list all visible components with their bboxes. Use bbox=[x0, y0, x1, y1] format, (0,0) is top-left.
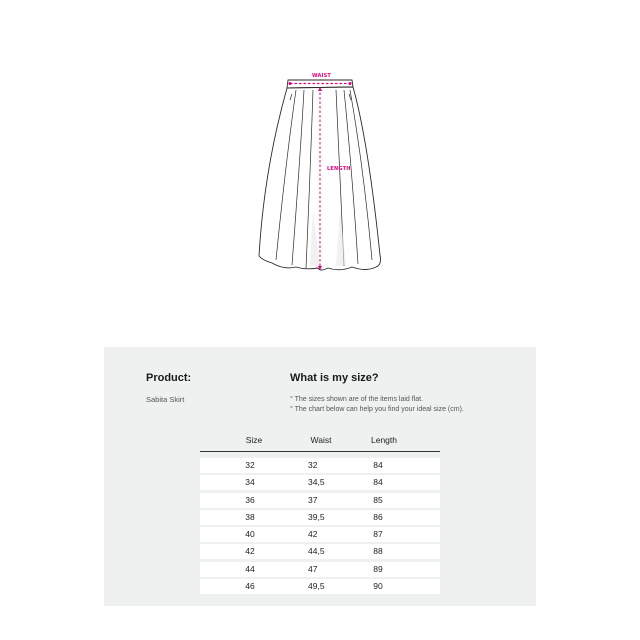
cell-length: 90 bbox=[373, 581, 383, 592]
table-row bbox=[200, 527, 440, 542]
cell-waist: 34,5 bbox=[308, 477, 325, 488]
size-guide-panel bbox=[104, 347, 536, 606]
waist-label: WAIST bbox=[312, 73, 332, 79]
note-laid-flat: ° The sizes shown are of the items laid flat. bbox=[290, 396, 424, 403]
cell-length: 89 bbox=[373, 563, 383, 574]
table-row bbox=[200, 475, 440, 490]
cell-waist: 47 bbox=[308, 563, 318, 574]
cell-size: 38 bbox=[245, 511, 255, 522]
cell-waist: 39,5 bbox=[308, 511, 325, 522]
cell-waist: 37 bbox=[308, 494, 318, 505]
table-header bbox=[200, 434, 440, 452]
cell-size: 40 bbox=[245, 529, 255, 540]
note-ideal-size: ° The chart below can help you find your ideal size (cm). bbox=[290, 406, 464, 413]
size-notes bbox=[290, 395, 464, 415]
header-length: Length bbox=[371, 435, 397, 445]
cell-waist: 49,5 bbox=[308, 581, 325, 592]
cell-size: 44 bbox=[245, 563, 255, 574]
cell-size: 46 bbox=[245, 581, 255, 592]
table-row bbox=[200, 579, 440, 594]
table-row bbox=[200, 544, 440, 559]
skirt-illustration bbox=[240, 60, 410, 280]
product-heading: Product: bbox=[146, 372, 192, 384]
cell-length: 84 bbox=[373, 477, 383, 488]
table-row bbox=[200, 493, 440, 508]
header-size: Size bbox=[245, 435, 263, 445]
cell-length: 88 bbox=[373, 546, 383, 557]
cell-size: 36 bbox=[245, 494, 255, 505]
header-waist: Waist bbox=[310, 435, 332, 445]
table-row bbox=[200, 562, 440, 577]
product-name: Sabita Skirt bbox=[146, 395, 185, 404]
size-heading: What is my size? bbox=[290, 372, 379, 384]
length-label: LENGTH bbox=[327, 166, 351, 172]
cell-size: 34 bbox=[245, 477, 255, 488]
table-row bbox=[200, 458, 440, 473]
skirt-drawing-icon bbox=[240, 60, 410, 280]
size-table bbox=[200, 434, 440, 596]
cell-length: 84 bbox=[373, 460, 383, 470]
cell-length: 85 bbox=[373, 494, 383, 505]
cell-size: 42 bbox=[245, 546, 255, 557]
cell-waist: 44,5 bbox=[308, 546, 325, 557]
cell-length: 86 bbox=[373, 511, 383, 522]
cell-waist: 42 bbox=[308, 529, 318, 540]
cell-waist: 32 bbox=[308, 460, 318, 470]
cell-size: 32 bbox=[245, 460, 255, 470]
cell-length: 87 bbox=[373, 529, 383, 540]
table-row bbox=[200, 510, 440, 525]
